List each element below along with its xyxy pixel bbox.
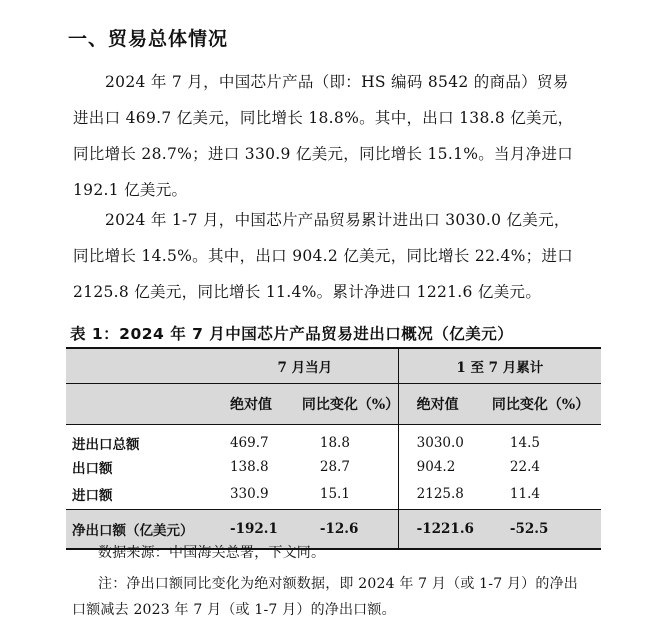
row-label: 出口额 [72,461,113,477]
paragraph-line: 进出口 469.7 亿美元，同比增长 18.8%。其中，出口 138.8 亿美元， [73,109,574,127]
table-cell: 14.5 [509,435,540,451]
table-corner-cell [66,384,212,425]
sub-header-cell: 绝对值 [398,384,474,425]
paragraph-line: 同比增长 28.7%；进口 330.9 亿美元，同比增长 15.1%。当月净进口 [73,145,574,163]
sub-header-cell: 同比变化（%） [284,384,398,425]
group-header-cumulative: 1 至 7 月累计 [398,348,601,384]
table-cell: 11.4 [474,479,601,510]
table-cell: 330.9 [212,479,284,510]
sub-header-cell: 同比变化（%） [474,384,601,425]
paragraph-line: 192.1 亿美元。 [73,181,188,199]
table-row [66,479,601,510]
paragraph-cumulative [73,202,603,310]
table-cell: -1221.6 [398,510,474,550]
group-header-month: 7 月当月 [212,348,398,384]
table-cell: 469.7 [229,435,269,451]
table-row [66,455,601,479]
footnote-line: 注：净出口额同比变化为绝对额数据，即 2024 年 7 月（或 1-7 月）的净出 [98,576,578,592]
paragraph-line: 同比增长 14.5%。其中，出口 904.2 亿美元，同比增长 22.4%；进口 [73,247,574,265]
table-cell: 18.8 [319,435,350,451]
table-group-header-row [66,348,601,384]
paragraph-line: 2024 年 7 月，中国芯片产品（即：HS 编码 8542 的商品）贸易 [105,73,569,91]
trade-table [66,347,601,550]
row-label: 进口额 [66,479,212,510]
row-label: 净出口额（亿美元） [66,510,212,550]
table-cell: -192.1 [212,510,284,550]
table-cell: 2125.8 [398,479,474,510]
table-cell: 138.8 [229,459,269,475]
paragraph-monthly [73,64,603,208]
sub-header-cell: 绝对值 [212,384,284,425]
table-corner-cell [66,348,212,384]
section-heading: 一、贸易总体情况 [68,28,229,50]
row-label: 进出口总额 [72,437,140,453]
table-cell: 15.1 [284,479,398,510]
table-cell: 904.2 [398,455,474,479]
paragraph-line: 2125.8 亿美元，同比增长 11.4%。累计净进口 1221.6 亿美元。 [73,283,542,301]
table-cell: -12.6 [284,510,398,550]
table-sub-header-row [66,384,601,425]
table-caption: 表 1：2024 年 7 月中国芯片产品贸易进出口概况（亿美元） [70,325,514,343]
paragraph-line: 2024 年 1-7 月，中国芯片产品贸易累计进出口 3030.0 亿美元， [105,211,570,229]
table-cell: 28.7 [319,459,350,475]
table-row [66,431,601,455]
footnote-line: 口额减去 2023 年 7 月（或 1-7 月）的净出口额。 [72,602,396,618]
data-source: 数据来源：中国海关总署，下文同。 [98,545,326,561]
table-cell: -52.5 [474,510,601,550]
table-cell: 22.4 [509,459,540,475]
table-cell: 3030.0 [398,431,474,455]
